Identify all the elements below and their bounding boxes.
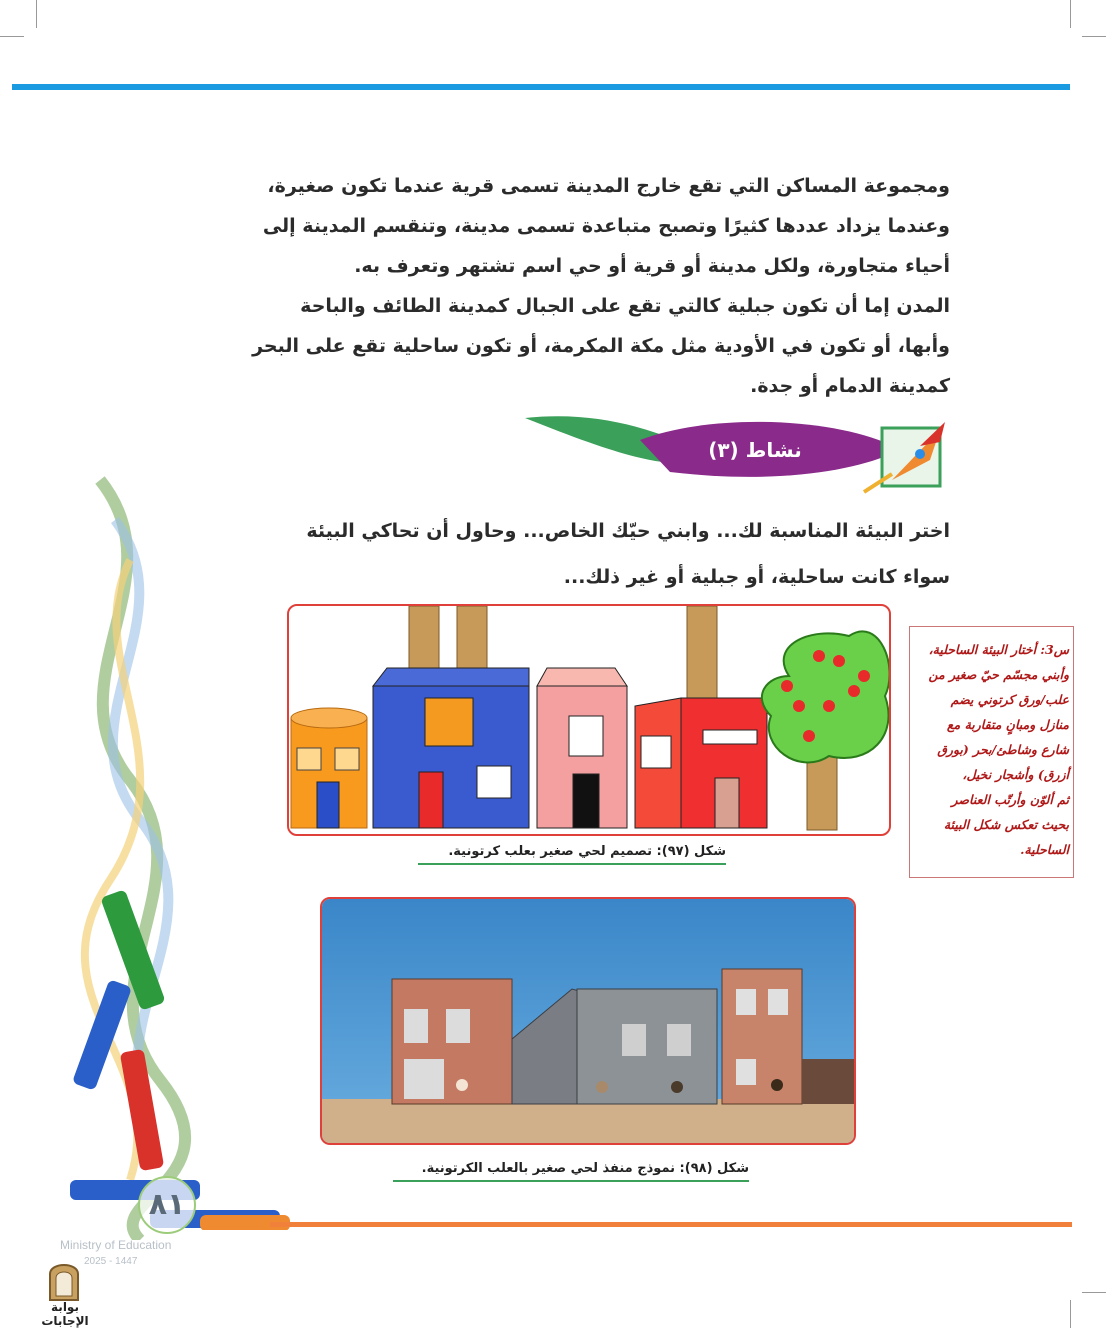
page-number: ٨١ (138, 1176, 196, 1234)
answer-box (909, 626, 1074, 878)
answer-line: ثم ألوّن وأرتّب العناصر (951, 792, 1069, 807)
answer-line: وأبني مجسّم حيّ صغير من (928, 667, 1069, 682)
crop-mark (1082, 1292, 1106, 1293)
answer-line: علب/ورق كرتوني يضم (950, 692, 1069, 707)
paragraph-line: أحياء متجاورة، ولكل مدينة أو قرية أو حي اسم تشتهر وتعرف به. (354, 255, 950, 277)
paragraph-line: وعندما يزداد عددها كثيرًا وتصبح متباعدة تسمى مدينة، وتنقسم المدينة إلى (262, 215, 950, 237)
activity-label: نشاط (٣) (708, 438, 802, 462)
blue-crayon-icon (72, 979, 132, 1091)
top-rule (12, 84, 1070, 90)
paragraph-cities-villages (208, 166, 950, 286)
answer-line: منازل ومبانٍ متقاربة مع (946, 717, 1069, 732)
figure-97-caption: شكل (٩٧): تصميم لحي صغير بعلب كرتونية. (418, 844, 726, 865)
crop-mark (0, 36, 24, 37)
paragraph-city-types (208, 286, 950, 406)
answer-line: س3: أختار البيئة الساحلية، (928, 642, 1069, 657)
figure-98-model-photo (320, 897, 856, 1145)
crop-mark (1070, 1300, 1071, 1328)
portal-logo-icon (44, 1256, 84, 1302)
model-building (392, 979, 512, 1104)
pink-building (537, 668, 627, 828)
red-crayon-icon (120, 1049, 164, 1171)
figure-97-cardboard-design (287, 604, 891, 836)
red-building (635, 606, 767, 828)
crop-mark (1070, 0, 1071, 28)
activity-line: سواء كانت ساحلية، أو جبلية أو غير ذلك... (563, 566, 950, 588)
figure-98-caption: شكل (٩٨): نموذج منفذ لحي صغير بالعلب الكرتونية. (393, 1161, 749, 1182)
answer-text (911, 637, 1069, 862)
answer-line: أزرق) وأشجار نخيل، (962, 767, 1069, 782)
tree-icon (762, 631, 889, 830)
answer-line: شارع وشاطئ/بحر (بورق (937, 742, 1069, 757)
paragraph-line: كمدينة الدمام أو جدة. (750, 375, 950, 397)
model-building (722, 969, 802, 1104)
bottom-rule (270, 1222, 1072, 1227)
answer-line: بحيث تعكس شكل البيئة (943, 817, 1069, 832)
paragraph-line: وأبها، أو تكون في الأودية مثل مكة المكرمة، أو تكون ساحلية تقع على البحر (252, 335, 950, 357)
activity-instructions (208, 508, 950, 600)
orange-building (291, 708, 367, 828)
activity-line: اختر البيئة المناسبة لك... وابني حيّك الخاص... وحاول أن تحاكي البيئة (306, 520, 950, 542)
answer-line: الساحلية. (1020, 842, 1069, 857)
crop-mark (36, 0, 37, 28)
paragraph-line: ومجموعة المساكن التي تقع خارج المدينة تسمى قرية عندما تكون صغيرة، (267, 175, 950, 197)
portal-label[interactable]: بوابة الإجابات (41, 1300, 89, 1328)
paragraph-line: المدن إما أن تكون جبلية كالتي تقع على الجبال كمدينة الطائف والباحة (300, 295, 950, 317)
crop-mark (1082, 36, 1106, 37)
blue-building (373, 606, 529, 828)
crayons-illustration (60, 870, 290, 1230)
ministry-year: 2025 - 1447 (84, 1256, 138, 1267)
ministry-text: Ministry of Education (60, 1238, 172, 1252)
